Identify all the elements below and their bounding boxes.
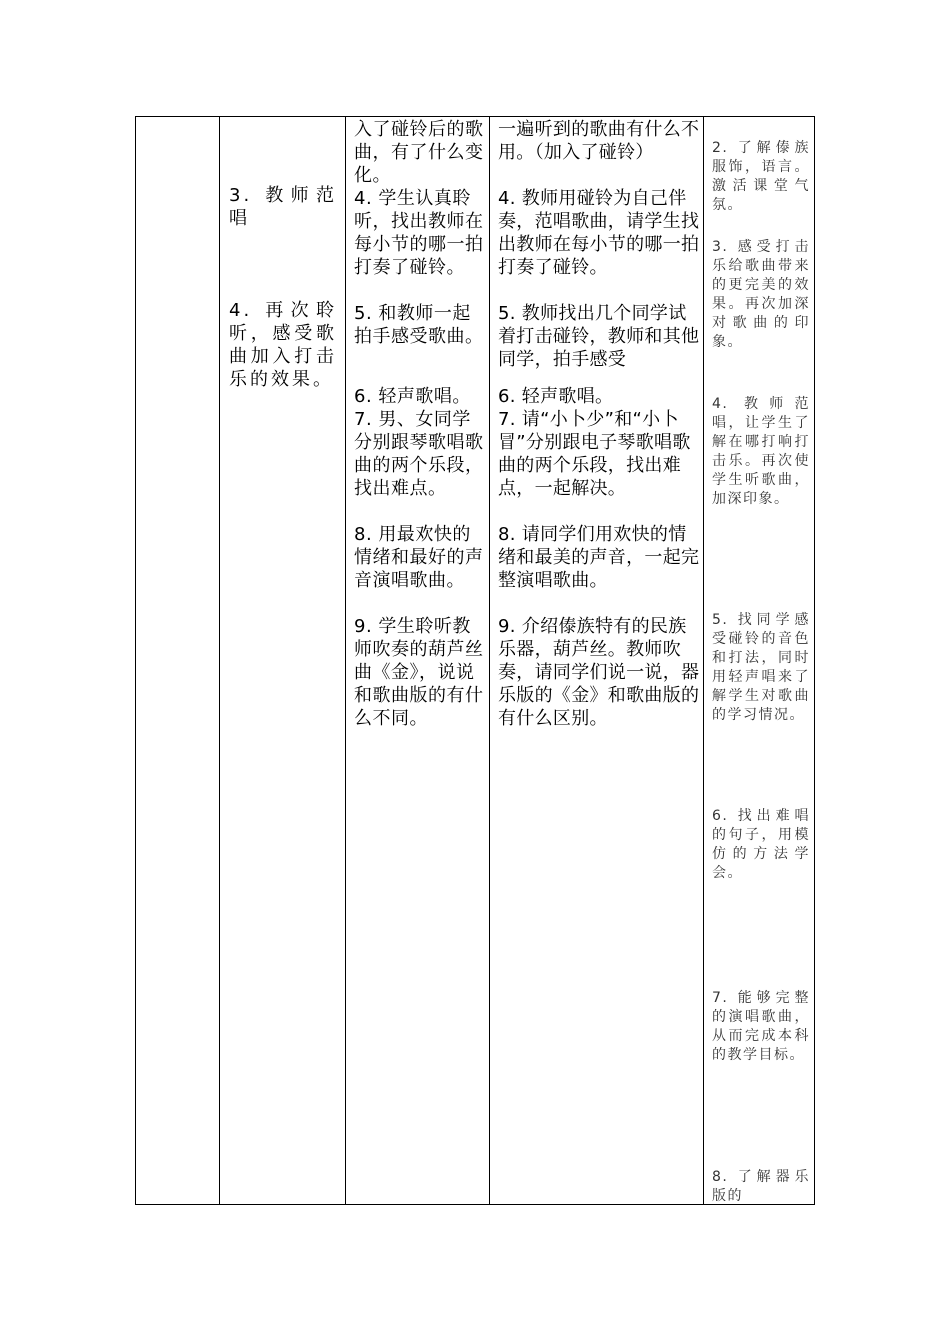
design-intent-item: 7. 能够完整的演唱歌曲，从而完成本科的教学目标。 bbox=[712, 990, 810, 1063]
student-activity-item: 7. 男、女同学分别跟琴歌唱歌曲的两个乐段，找出难点。 bbox=[354, 409, 484, 499]
design-intent-item: 4. 教师范唱，让学生了解在哪打响打击乐。再次使学生听歌曲，加深印象。 bbox=[712, 396, 810, 507]
teaching-step-cell bbox=[220, 117, 345, 1204]
teacher-activity-item: 7. 请“小卜少”和“小卜冒”分别跟电子琴歌唱歌曲的两个乐段，找出难点，一起解决。 bbox=[498, 409, 691, 499]
design-intent-item: 2. 了解傣族服饰，语言。激活课堂气氛。 bbox=[712, 140, 810, 213]
student-activity-item: 8. 用最欢快的情绪和最好的声音演唱歌曲。 bbox=[354, 524, 484, 591]
teacher-activity-item: 5. 教师找出几个同学试着打击碰铃，教师和其他同学，拍手感受 bbox=[498, 303, 700, 370]
design-intent-cell bbox=[704, 117, 816, 1204]
teacher-activity-item: 4. 教师用碰铃为自己伴奏，范唱歌曲，请学生找出教师在每小节的哪一拍打奏了碰铃。 bbox=[498, 188, 700, 278]
student-activity-item: 4. 学生认真聆听，找出教师在每小节的哪一拍打奏了碰铃。 bbox=[354, 188, 484, 278]
student-activity-item: 9. 学生聆听教师吹奏的葫芦丝曲《金》，说说和歌曲版的有什么不同。 bbox=[354, 616, 484, 729]
design-intent-item: 6. 找出难唱的句子，用模仿的方法学会。 bbox=[712, 808, 810, 881]
design-intent-item: 3. 感受打击乐给歌曲带来的更完美的效果。再次加深对歌曲的印象。 bbox=[712, 239, 810, 350]
step-4-text: 4. 再次聆听，感受歌曲加入打击乐的效果。 bbox=[229, 300, 337, 390]
student-activity-item: 入了碰铃后的歌曲，有了什么变化。 bbox=[354, 119, 484, 186]
student-activity-cell bbox=[346, 117, 489, 1204]
teacher-activity-item: 6. 轻声歌唱。 bbox=[498, 386, 614, 407]
step-3-text: 3. 教师范唱 bbox=[229, 185, 337, 229]
student-activity-item: 6. 轻声歌唱。 bbox=[354, 386, 471, 407]
teacher-activity-item: 一遍听到的歌曲有什么不用。（加入了碰铃） bbox=[498, 119, 700, 163]
design-intent-item: 8. 了解器乐版的 bbox=[712, 1169, 810, 1204]
student-activity-item: 5. 和教师一起拍手感受歌曲。 bbox=[354, 303, 484, 347]
lesson-plan-table bbox=[135, 116, 815, 1205]
teacher-activity-item: 9. 介绍傣族特有的民族乐器，葫芦丝。教师吹奏，请同学们说一说，器乐版的《金》和歌曲版的有什么区别。 bbox=[498, 616, 700, 729]
teacher-activity-cell bbox=[490, 117, 703, 1204]
design-intent-item: 5. 找同学感受碰铃的音色和打法，同时用轻声唱来了解学生对歌曲的学习情况。 bbox=[712, 612, 810, 723]
teacher-activity-item: 8. 请同学们用欢快的情绪和最美的声音，一起完整演唱歌曲。 bbox=[498, 524, 700, 591]
